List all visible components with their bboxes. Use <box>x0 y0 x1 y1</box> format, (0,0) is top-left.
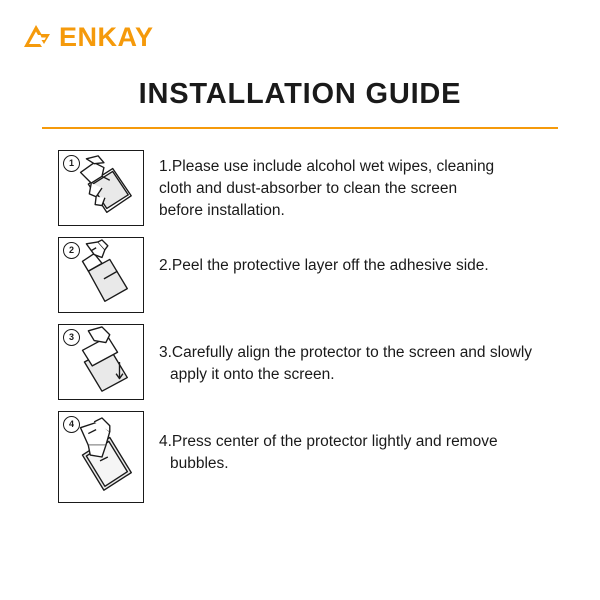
step-line: cloth and dust-absorber to clean the screen <box>159 180 458 197</box>
steps-list <box>0 150 600 514</box>
page-title: INSTALLATION GUIDE <box>138 78 462 110</box>
step-line: before installation. <box>159 202 285 219</box>
step-badge: 3 <box>63 329 80 346</box>
step-line: 4.Press center of the protector lightly and remove <box>159 433 498 450</box>
step-line: bubbles. <box>170 455 229 472</box>
list-item <box>0 411 600 503</box>
peel-protective-layer-illustration-icon <box>58 237 144 313</box>
step-line: apply it onto the screen. <box>170 366 335 383</box>
step-line: 2.Peel the protective layer off the adhesive side. <box>159 257 489 274</box>
list-item <box>0 237 600 313</box>
wipe-screen-illustration-icon <box>58 150 144 226</box>
press-center-remove-bubbles-illustration-icon <box>58 411 144 503</box>
step-badge: 4 <box>63 416 80 433</box>
title-divider <box>42 127 558 129</box>
step-line: 3.Carefully align the protector to the screen and slowly <box>159 344 533 361</box>
align-protector-illustration-icon <box>58 324 144 400</box>
step-line: 1.Please use include alcohol wet wipes, cleaning <box>159 158 495 175</box>
step-text <box>159 411 498 475</box>
step-text <box>159 324 532 386</box>
step-text <box>159 237 489 277</box>
step-badge: 1 <box>63 155 80 172</box>
brand-logo <box>22 22 154 52</box>
list-item <box>0 150 600 226</box>
list-item <box>0 324 600 400</box>
step-text <box>159 150 494 222</box>
brand-name: ENKAY <box>59 21 154 52</box>
enkay-arrow-logo-icon <box>22 22 52 52</box>
step-badge: 2 <box>63 242 80 259</box>
